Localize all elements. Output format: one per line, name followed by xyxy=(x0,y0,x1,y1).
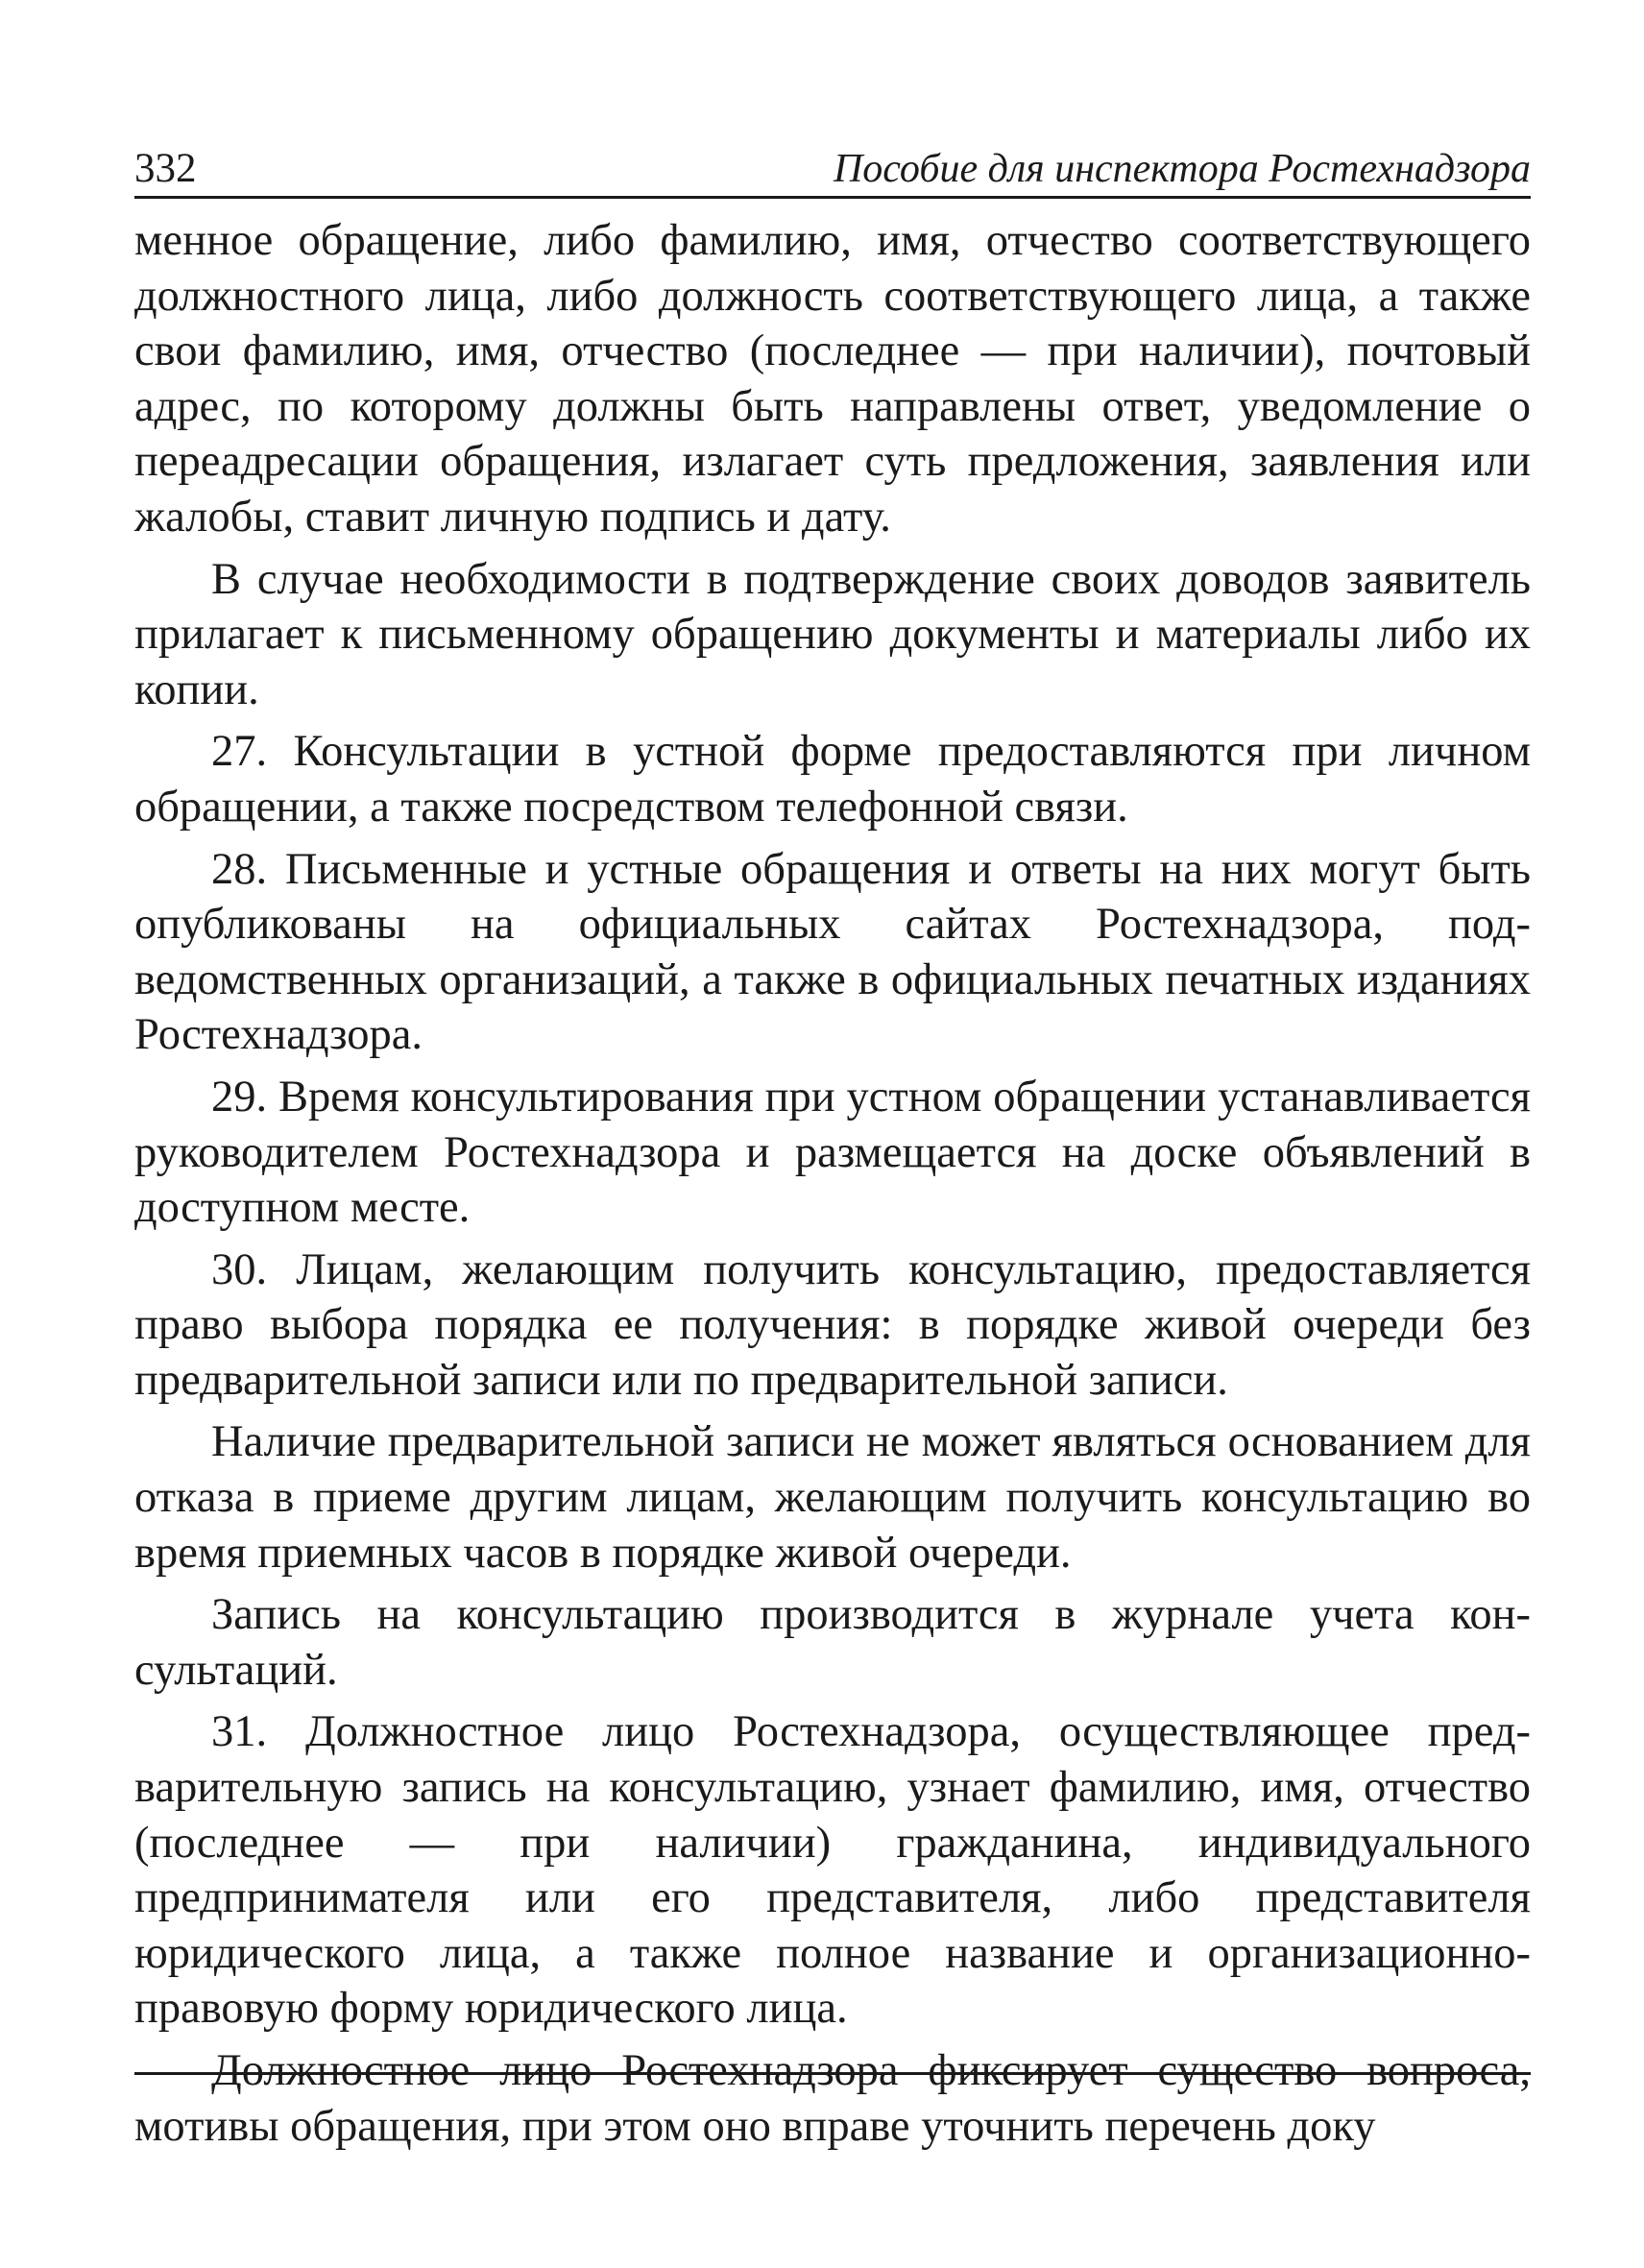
paragraph-continuation: менное обращение, либо фамилию, имя, отчество соответствующего должностного лица, либо должность соответствующего лица, а также свои фамилию, имя, отчество (последнее — при наличии), почтовый адрес, по которому должны быть направлены ответ, уведомление о переадресации обращения, излагает суть предложения, заявления или жалобы, ставит личную подпись и дату. xyxy=(134,216,1531,542)
paragraph-item-31: 31. Должностное лицо Ростехнадзора, осуществляющее предварительную запись на консультацию, узнает фамилию, имя, отчество (последнее — при наличии) гражданина, индивидуального предпринимателя или его представителя, либо представителя юридического лица, а также полное название и организационноправовую форму юридического лица. xyxy=(134,1707,1531,2034)
paragraph-supporting-documents: В случае необходимости в подтверждение своих доводов заявитель прилагает к письменному обращению документы и материалы либо их копии. xyxy=(134,554,1531,714)
body-text xyxy=(134,213,1531,2160)
paragraph-official-records: Должностное лицо Ростехнадзора фиксирует существо вопроса, мотивы обращения, при этом оно вправе уточнить перечень доку xyxy=(134,2046,1531,2151)
running-title: Пособие для инспектора Ростехнадзора xyxy=(833,147,1531,191)
bottom-rule xyxy=(134,2072,1531,2075)
paragraph-registration-log: Запись на консультацию производится в журнале учета консультаций. xyxy=(134,1590,1531,1695)
paragraph-item-27: 27. Консультации в устной форме предоставляются при личном обращении, а также посредством телефонной связи. xyxy=(134,727,1531,832)
paragraph-preregistration: Наличие предварительной записи не может являться основанием для отказа в приеме другим лицам, желающим получить консультацию во время приемных часов в порядке живой очереди. xyxy=(134,1417,1531,1578)
paragraph-item-29: 29. Время консультирования при устном обращении устанавливается руководителем Ростехнадзора и размещается на доске объявлений в доступном месте. xyxy=(134,1072,1531,1233)
paragraph-item-28: 28. Письменные и устные обращения и ответы на них могут быть опубликованы на официальных сайтах Ростехнадзора, подведомственных организаций, а также в официальных печатных изданиях Ростехнадзора. xyxy=(134,844,1531,1060)
running-header xyxy=(134,142,1531,199)
paragraph-item-30: 30. Лицам, желающим получить консультацию, предоставляется право выбора порядка ее получения: в порядке живой очереди без предварительной записи или по предварительной записи. xyxy=(134,1244,1531,1405)
page-number: 332 xyxy=(134,146,197,191)
